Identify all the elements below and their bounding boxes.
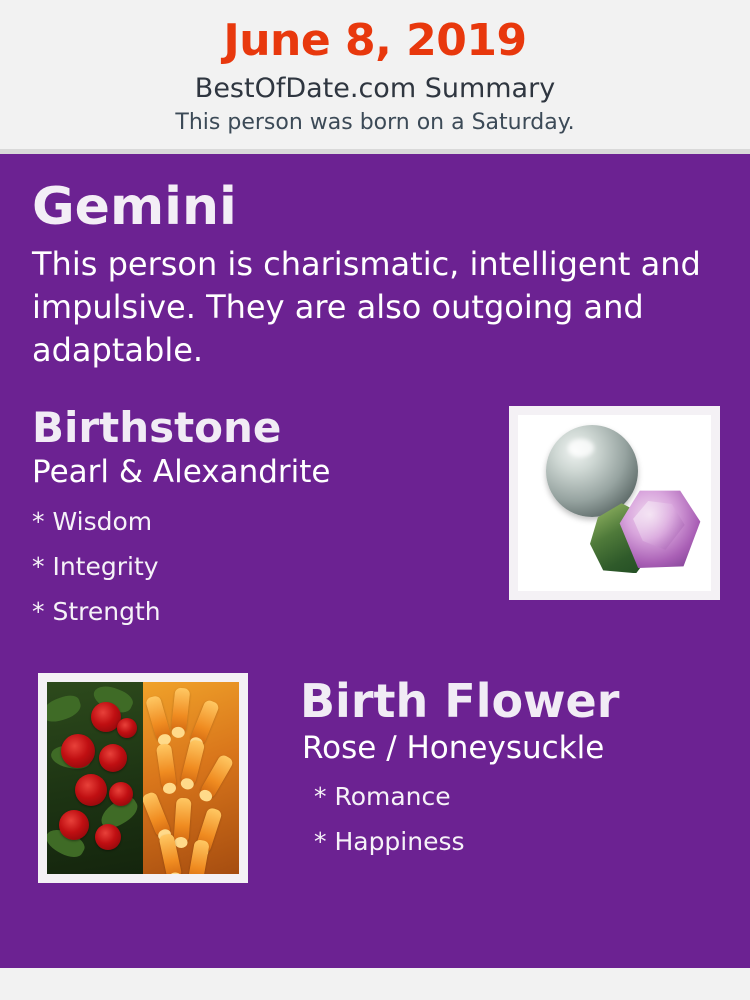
birth-flower-section <box>30 673 720 893</box>
zodiac-description: This person is charismatic, intelligent and impulsive. They are also outgoing and adaptable. <box>32 244 701 370</box>
birth-flower-heading: Birth Flower <box>300 674 620 729</box>
birthstone-trait: * Strength <box>32 597 161 626</box>
page-title: June 8, 2019 <box>223 15 527 66</box>
birthstone-text <box>30 403 470 627</box>
summary-body <box>0 154 750 968</box>
page-header <box>0 0 750 149</box>
birth-flower-trait: * Happiness <box>314 826 465 856</box>
birth-flower-text <box>300 674 720 857</box>
birth-flower-names: Rose / Honeysuckle <box>302 729 605 766</box>
honeysuckle-image <box>143 682 239 874</box>
birthstone-photo <box>509 406 720 600</box>
birthstone-heading: Birthstone <box>32 403 282 453</box>
birthstone-names: Pearl & Alexandrite <box>32 454 331 491</box>
birth-flower-photo-inner <box>47 682 239 874</box>
zodiac-sign-title: Gemini <box>32 177 237 238</box>
birth-flower-trait: * Romance <box>314 781 451 811</box>
birthstone-section <box>30 403 720 627</box>
pearl-image <box>546 425 638 517</box>
birth-weekday-note: This person was born on a Saturday. <box>175 109 575 135</box>
birthstone-trait: * Wisdom <box>32 506 153 536</box>
birthstone-photo-inner <box>518 415 711 591</box>
site-summary-label: BestOfDate.com Summary <box>194 73 556 105</box>
birth-flower-photo <box>38 673 248 883</box>
birthstone-trait: * Integrity <box>32 551 159 581</box>
roses-image <box>47 682 143 874</box>
